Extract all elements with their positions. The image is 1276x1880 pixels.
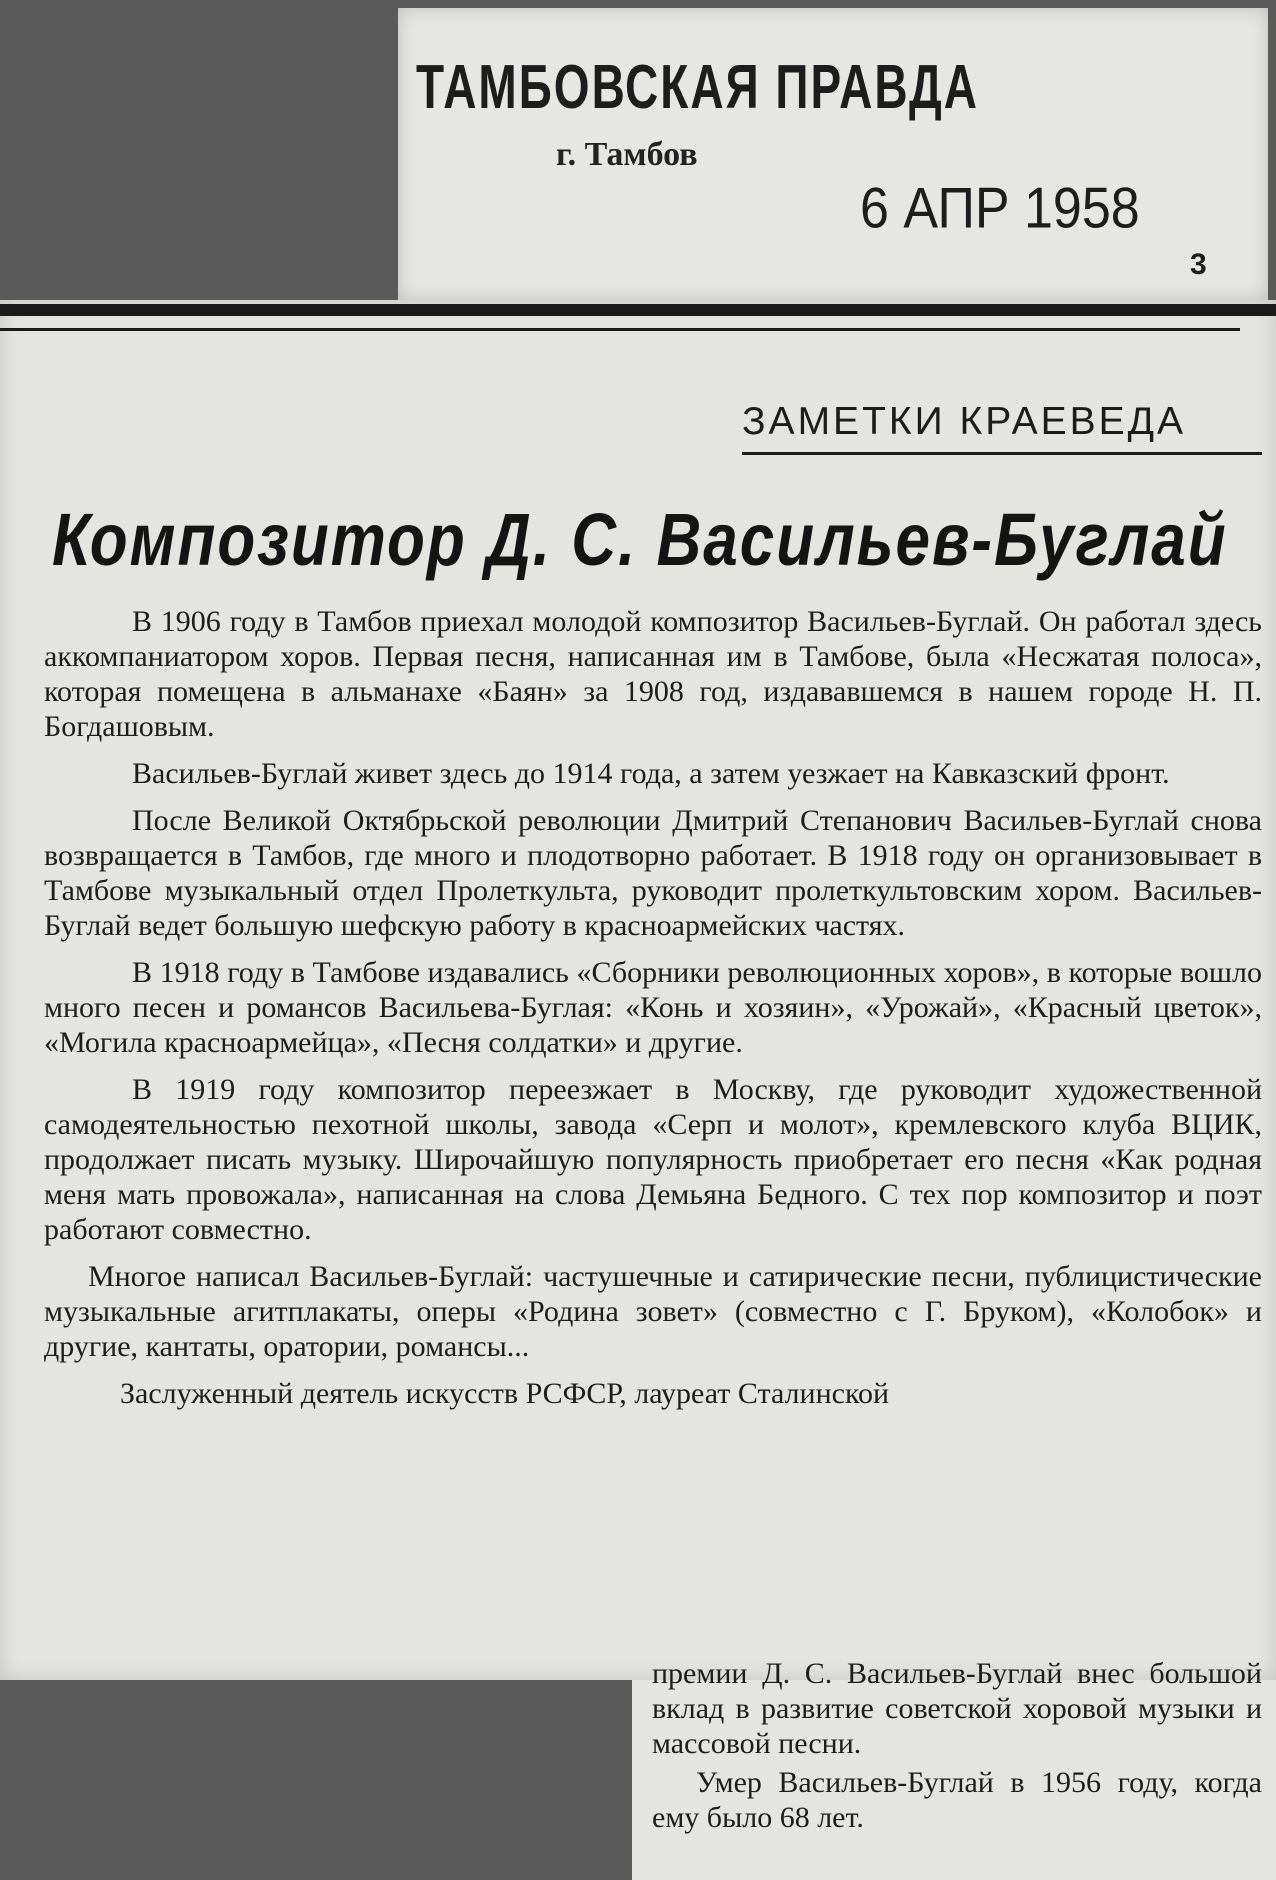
newspaper-city: г. Тамбов — [556, 136, 698, 173]
rubric-underline — [742, 452, 1262, 455]
paragraph: В 1918 году в Тамбове издавались «Сборники революционных хоров», в которые вошло много песен и романсов Васильева-Буглая: «Конь и хозяин», «Урожай», «Красный цветок», «Могила красноармейца», «Песня солдатки» и другие. — [44, 956, 1262, 1059]
page-number: 3 — [1190, 248, 1207, 281]
article-body — [44, 604, 1262, 1423]
newspaper-stamp — [398, 8, 1268, 300]
paragraph: Многое написал Васильев-Буглай: частушечные и сатирические песни, публицистические музыкальные агитплакаты, оперы «Родина зовет» (совместно с Г. Бруком), «Колобок» и другие, кантаты, оратории, романсы... — [44, 1260, 1262, 1363]
paragraph: Заслуженный деятель искусств РСФСР, лауреат Сталинской — [120, 1377, 890, 1410]
issue-date: 6 АПР 1958 — [860, 177, 1140, 241]
top-thin-rule — [0, 328, 1240, 331]
paragraph: В 1919 году композитор переезжает в Москву, где руководит художественной самодеятельностью пехотной школы, завода «Серп и молот», кремлевского клуба ВЦИК, продолжает писать музыку. Широчайшую популярность приобретает его песня «Как родная меня мать провожала», написанная на слова Демьяна Бедного. С тех пор композитор и поэт работают совместно. — [44, 1073, 1262, 1246]
article-title: Композитор Д. С. Васильев-Буглай — [52, 499, 1228, 582]
paragraph: Васильев-Буглай живет здесь до 1914 года, а затем уезжает на Кавказский фронт. — [132, 757, 1170, 790]
newspaper-name: ТАМБОВСКАЯ ПРАВДА — [416, 51, 979, 122]
top-rule — [0, 304, 1276, 316]
paragraph: После Великой Октябрьской революции Дмитрий Степанович Васильев-Буглай снова возвращается в Тамбов, где много и плодотворно работает. В 1918 году он организовывает в Тамбове музыкальный отдел Пролеткульта, руководит пролеткультовским хором. Васильев-Буглай ведет большую шефскую работу в красноармейских частях. — [44, 804, 1262, 942]
paragraph: премии Д. С. Васильев-Буглай внес большой вклад в развитие советской хоровой музыки и массовой песни. — [652, 1657, 1262, 1760]
article-tail — [652, 1656, 1262, 1839]
paragraph: В 1906 году в Тамбов приехал молодой композитор Васильев-Буглай. Он работал здесь аккомпаниатором хоров. Первая песня, написанная им в Тамбове, была «Несжатая полоса», которая помещена в альманахе «Баян» за 1908 год, издававшемся в нашем городе Н. П. Богдашовым. — [44, 605, 1262, 743]
paragraph: Умер Васильев-Буглай в 1956 году, когда ему было 68 лет. — [652, 1766, 1262, 1834]
rubric-heading: ЗАМЕТКИ КРАЕВЕДА — [742, 400, 1187, 443]
